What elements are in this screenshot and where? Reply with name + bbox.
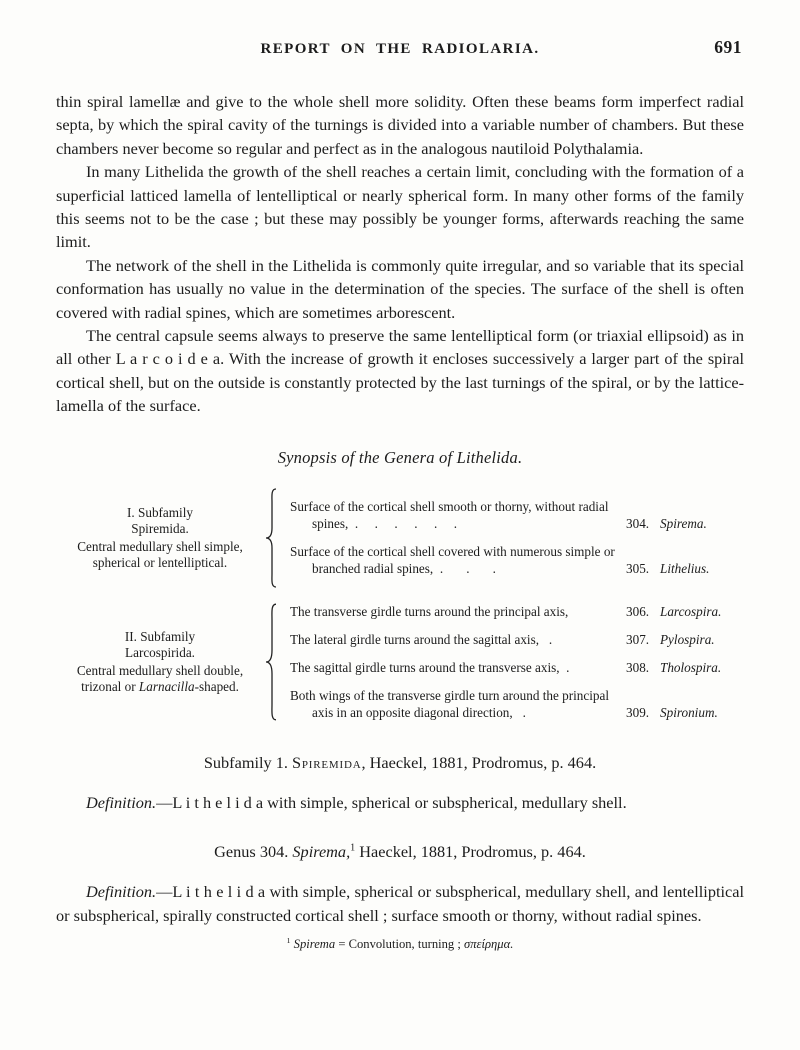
group-2-label-line-1: II. Subfamily [124,628,196,644]
row-text: The lateral girdle turns around the sagittal axis, [290,631,540,647]
definition-2-text: —L i t h e l i d a with simple, spherical or subspherical, medullary shell, and lentelliptical or subspherical, spirally constructed cortical shell ; surface smooth or thorny, without radial spines. [56,882,744,925]
row-text: Surface of the cortical shell smooth or thorny, without radial spines, [290,499,609,532]
row-genus [626,560,744,577]
row-leader-dots: . . . [433,561,496,577]
row-genus [626,704,744,721]
row-leader-dots: . . . . . . [348,516,458,532]
genus-number: 307. [626,631,650,647]
footnote-text: = Convolution, turning ; [335,936,465,951]
subfamily-heading-pre: Subfamily 1. [203,752,293,772]
paragraph-1: thin spiral lamellæ and give to the whole shell more solidity. Often these beams form imperfect radial septa, by which the spiral cavity of the turnings is divided into a variable number of chambers. But these chambers never become so regular and perfect as in the analogous nautiloid Polythalamia. [56,92,744,158]
genus-name: Pylospira. [660,631,715,647]
group-1-label-line-2: Spiremida. [131,520,189,536]
group-2-label-line-2: Larcospirida. [125,644,195,660]
row-text: Both wings of the transverse girdle turn around the principal axis in an opposite diagonal direction, [290,687,609,720]
synopsis-row [286,603,744,620]
definition-1 [56,791,744,814]
subfamily-heading-post: , Haeckel, 1881, Prodromus, p. 464. [361,752,597,772]
synopsis-row [286,498,744,532]
row-description [286,631,626,648]
genus-heading-post: Haeckel, 1881, Prodromus, p. 464. [355,842,586,862]
genus-name: Spironium. [660,704,718,720]
row-text: Surface of the cortical shell covered with numerous simple or branched radial spines, [290,544,615,577]
row-description [286,687,626,721]
group-2-rows [278,603,744,721]
footnote-marker: 1 [286,935,291,945]
brace-icon [264,488,278,588]
group-2-label-desc-post: -shaped. [194,678,239,694]
definition-1-text: —L i t h e l i d a with simple, spherical or subspherical, medullary shell. [156,792,627,812]
group-1-label [56,505,264,571]
genus-name: Spirema, [292,842,351,862]
row-leader-dots: . [539,631,553,647]
synopsis-group-1 [56,488,744,588]
row-description [286,659,626,676]
brace-icon [264,603,278,721]
group-2-label-desc-pre: Central medullary shell double, trizonal or [76,662,244,694]
genus-heading [56,842,744,862]
page-header [56,37,744,64]
synopsis-row [286,543,744,577]
row-genus [626,631,744,648]
genus-number: 305. [626,561,650,577]
group-1-label-line-1: I. Subfamily [127,504,193,520]
page-number: 691 [714,37,742,57]
row-description [286,603,626,620]
group-1-rows [278,498,744,577]
row-genus [626,515,744,532]
row-genus [626,603,744,620]
definition-2 [56,880,744,927]
paragraph-3: The network of the shell in the Lithelida is commonly quite irregular, and so variable that its special conformation has usually no value in the determination of the species. The surface of the shell is often covered with radial spines, which are sometimes arborescent. [56,255,744,322]
genus-heading-pre: Genus 304. [214,842,293,862]
genus-name: Tholospira. [660,659,722,675]
group-2-label [56,629,264,695]
row-genus [626,659,744,676]
genus-number: 304. [626,516,650,532]
genus-footnote-marker: 1 [350,842,356,854]
genus-name: Lithelius. [660,561,710,577]
synopsis-row [286,687,744,721]
group-1-label-desc: Central medullary shell simple, spherical or lentelliptical. [77,538,243,570]
group-2-label-desc [60,663,260,695]
group-2-label-desc-italic: Larnacilla [138,678,195,694]
paragraph-2: In many Lithelida the growth of the shell reaches a certain limit, concluding with the formation of a superficial latticed lamella of lentelliptical or nearly spherical form. In many other forms of the family this seems not to be the case ; but these may possibly be younger forms, afterwards reaching the same limit. [56,162,744,252]
row-description [286,543,626,577]
row-leader-dots: . [559,659,570,675]
synopsis-title: Synopsis of the Genera of Lithelida. [277,447,523,467]
row-leader-dots: . [512,704,526,720]
definition-2-label: Definition. [86,882,157,902]
subfamily-heading [56,753,744,773]
subfamily-name: Spiremida [292,752,362,772]
genus-number: 308. [626,659,650,675]
definition-1-label: Definition. [86,792,157,812]
running-title: REPORT ON THE RADIOLARIA. [260,41,540,57]
row-text: The transverse girdle turns around the principal axis, [290,603,569,619]
synopsis-row [286,659,744,676]
genus-number: 306. [626,603,650,619]
row-description [286,498,626,532]
footnote [56,937,744,952]
paragraph-4: The central capsule seems always to preserve the same lentelliptical form (or triaxial ellipsoid) as in all other L a r c o i d e a. With the increase of growth it encloses successively a larger part of the spiral cortical shell, but on the outside is constantly protected by the last turnings of the spiral, or by the lattice-lamella of the surface. [56,326,744,416]
genus-name: Spirema. [660,516,707,532]
row-text: The sagittal girdle turns around the transverse axis, [290,659,560,675]
genus-number: 309. [626,704,650,720]
footnote-term: Spirema [290,936,336,951]
synopsis-group-2 [56,603,744,721]
genus-name: Larcospira. [660,603,722,619]
synopsis-row [286,631,744,648]
synopsis-table [56,488,744,721]
footnote-greek: σπείρημα. [464,936,514,951]
